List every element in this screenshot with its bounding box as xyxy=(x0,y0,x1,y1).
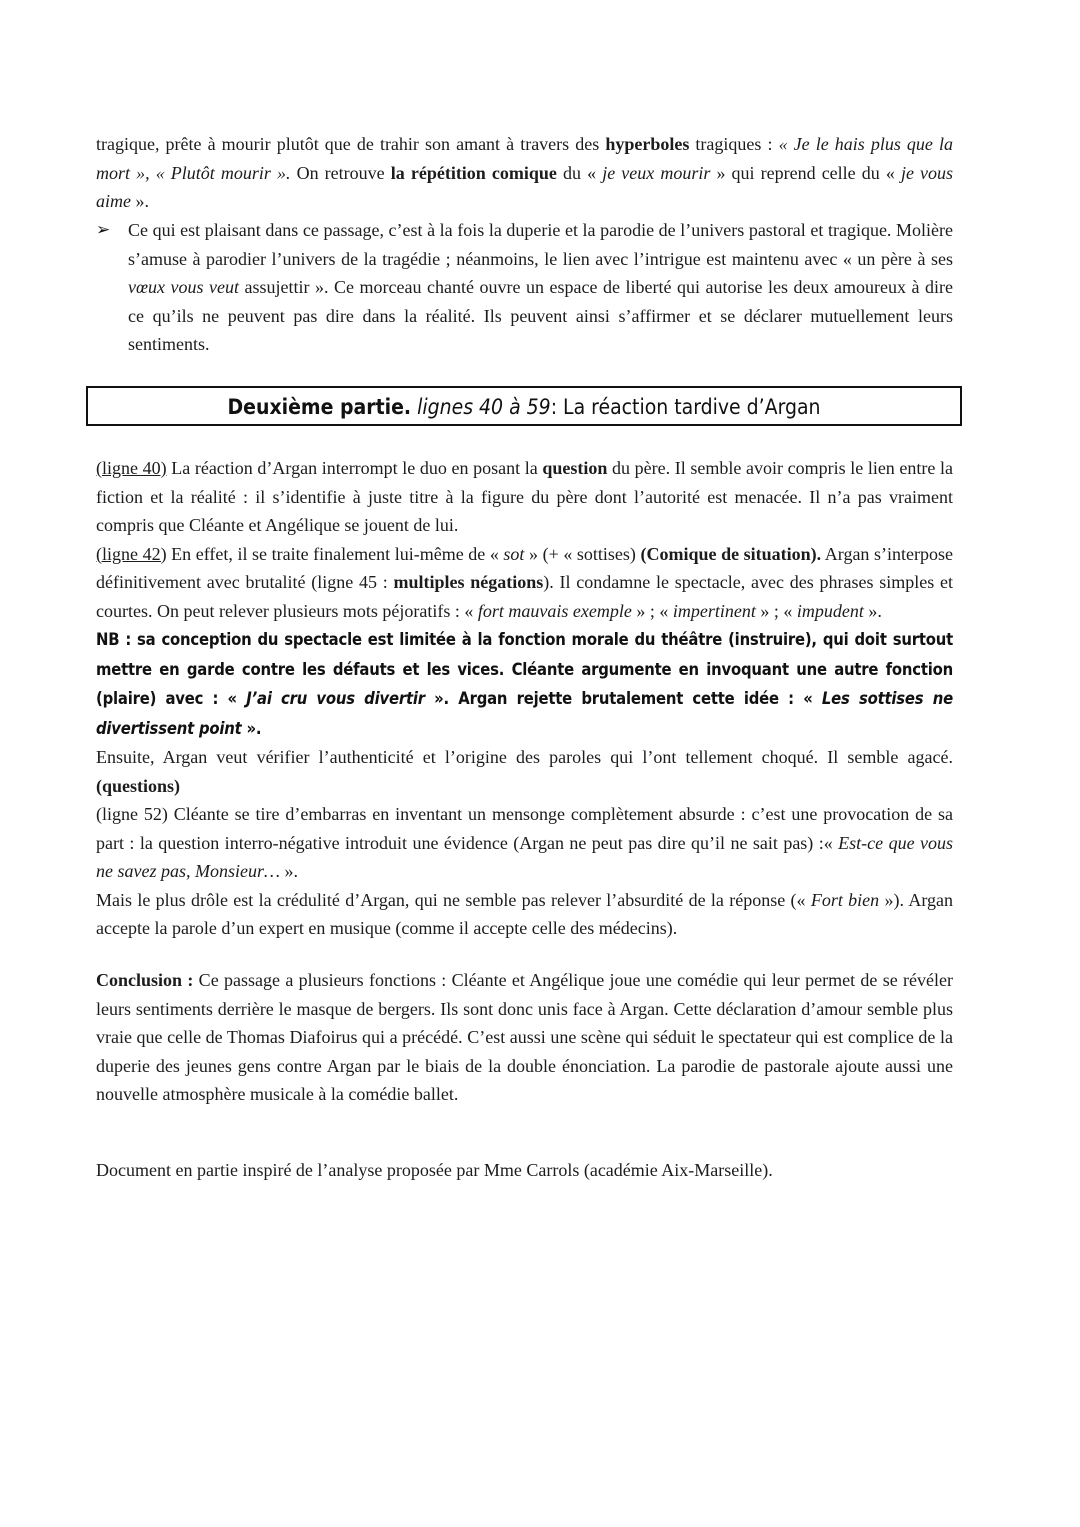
quote-je-le-hais: « Je le hais plus que la mort », xyxy=(96,134,953,183)
term-repetition-comique: la répétition comique xyxy=(390,162,557,183)
paragraph-tragic-hyperboles: tragique, prête à mourir plutôt que de trahir son amant à travers des hyperboles tragiques : « Je le hais plus que la mort », « Plutôt mourir ». On retrouve la répétition comique du « je veux mourir » qui reprend celle du « je vous aime ». xyxy=(96,134,954,211)
source-note: Document en partie inspiré de l’analyse proposée par Mme Carrols (académie Aix-Marseille). xyxy=(96,1160,773,1180)
quote-plutot-mourir: « Plutôt mourir ». xyxy=(149,162,291,183)
line-ref-40: (ligne 40) xyxy=(96,458,167,478)
bullet-text: Ce qui est plaisant dans ce passage, c’est à la fois la duperie et la parodie de l’univers pastoral et tragique. Molière s’amuse à parodier l’univers de la tragédie ; néanmoins, le lien avec l’intrigue est maintenu avec « un père à ses vœux vous veut assujettir ». Ce morceau chanté ouvre un espace de liberté qui autorise les deux amoureux à dire ce qu’ils ne peuvent pas dire dans la réalité. Ils peuvent ainsi s’affirmer et se déclarer mutuellement leurs sentiments. xyxy=(128,220,953,354)
part2-analysis: (ligne 40) La réaction d’Argan interrompt le duo en posant la question du père. Il semble avoir compris le lien entre la fiction et la réalité : il s’identifie à juste titre à la figure du père dont l’autorité est menacée. Il n’a pas vraiment compris que Cléante et Angélique se jouent de lui. (ligne 42) En effet, il se traite finalement lui-même de « sot » (+ « sottises) (Comique de situation). Argan s’interpose définitivement avec brutalité (ligne 45 : multiples négations). Il condamne le spectacle, avec des phrases simples et courtes. On peut relever plusieurs mots péjoratifs : « fort mauvais exemple » ; « impertinent » ; « impudent ». NB : sa conception du spectacle est limitée à la fonction morale du théâtre (instruire), qui doit surtout mettre en garde contre les défauts et les vices. Cléante argumente en invoquant une autre fonction (plaire) avec : « J’ai cru vous divertir ». Argan rejette brutalement cette idée : « Les sottises ne divertissent point ». Ensuite, Argan veut vérifier l’authenticité et l’origine des paroles qui l’ont tellement choqué. Il semble agacé. (questions) (ligne 52) Cléante se tire d’embarras en inventant un mensonge complètement absurde : c’est une provocation de sa part : la question interro-négative introduit une évidence (Argan ne peut pas dire qu’il ne sait pas) :« Est-ce que vous ne savez pas, Monsieur… ». Mais le plus drôle est la crédulité d’Argan, qui ne semble pas relever l’absurdité de la réponse (« Fort bien »). Argan accepte la parole d’un expert en musique (comme il accepte celle des médecins). xyxy=(96,458,954,938)
arrow-bullet-icon: ➢ xyxy=(96,220,111,240)
term-hyperboles: hyperboles xyxy=(605,134,690,154)
section-heading-deuxieme-partie: Deuxième partie. lignes 40 à 59: La réaction tardive d’Argan xyxy=(86,386,962,426)
line-ref-42: (ligne 42) xyxy=(96,543,167,564)
conclusion-label: Conclusion : xyxy=(96,970,194,990)
conclusion-paragraph: Conclusion : Ce passage a plusieurs fonctions : Cléante et Angélique joue une comédie qui leur permet de se révéler leurs sentiments derrière le masque de bergers. Ils sont donc unis face à Argan. Cette déclaration d’amour semble plus vraie que celle de Thomas Diafoirus qui a précédé. C’est aussi une scène qui séduit le spectateur qui est complice de la duperie des jeunes gens contre Argan par le biais de la double énonciation. La parodie de pastorale ajoute aussi une nouvelle atmosphère musicale à la comédie ballet. xyxy=(96,970,954,1104)
nb-note: NB : sa conception du spectacle est limitée à la fonction morale du théâtre (instruire), qui doit surtout mettre en garde contre les défauts et les vices. Cléante argumente en invoquant une autre fonction (plaire) avec : « J’ai cru vous divertir ». Argan rejette brutalement cette idée : « Les sottises ne divertissent point ». xyxy=(96,630,953,738)
bullet-point-parody xyxy=(96,216,953,359)
